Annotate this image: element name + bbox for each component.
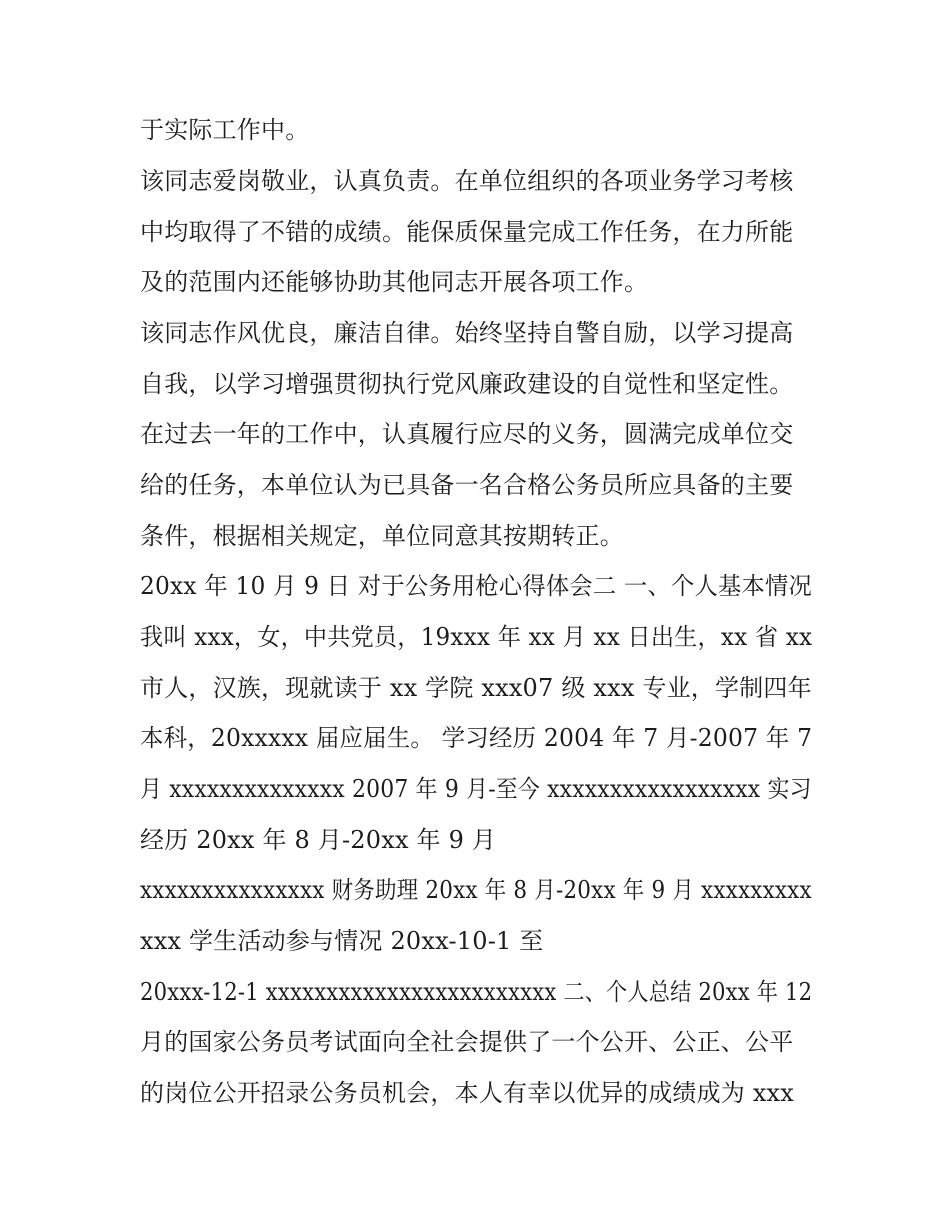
text-line: 中均取得了不错的成绩。能保质保量完成工作任务，在力所能: [140, 218, 794, 246]
text-line: xxxxxxxxxxxxxxx 财务助理 20xx 年 8 月-20xx 年 9 月 xxxxxxxxx: [140, 876, 812, 904]
text-line: 月 xxxxxxxxxxxxxx 2007 年 9 月-至今 xxxxxxxxxxxxxxxxx 实习: [140, 775, 812, 803]
text-line: 条件，根据相关规定，单位同意其按期转正。: [140, 522, 624, 550]
text-line: 20xx 年 10 月 9 日 对于公务用枪心得体会二 一、个人基本情况: [140, 572, 813, 600]
text-line: 自我，以学习增强贯彻执行党风廉政建设的自觉性和坚定性。: [140, 370, 794, 398]
text-line: 市人，汉族，现就读于 xx 学院 xxx07 级 xxx 专业，学制四年: [140, 674, 812, 702]
text-line: 及的范围内还能够协助其他同志开展各项工作。: [140, 268, 649, 296]
text-line: 给的任务，本单位认为已具备一名合格公务员所应具备的主要: [140, 471, 794, 499]
text-line: xxx 学生活动参与情况 20xx-10-1 至: [140, 927, 544, 955]
text-line: 该同志爱岗敬业，认真负责。在单位组织的各项业务学习考核: [140, 167, 794, 195]
text-line: 本科，20xxxxx 届应届生。 学习经历 2004 年 7 月-2007 年 7: [140, 724, 813, 752]
text-line: 月的国家公务员考试面向全社会提供了一个公开、公正、公平: [140, 1028, 794, 1056]
text-line: 在过去一年的工作中，认真履行应尽的义务，圆满完成单位交: [140, 420, 794, 448]
text-line: 经历 20xx 年 8 月-20xx 年 9 月: [140, 826, 497, 854]
text-line: 该同志作风优良，廉洁自律。始终坚持自警自励，以学习提高: [140, 319, 794, 347]
text-line: 的岗位公开招录公务员机会，本人有幸以优异的成绩成为 xxx: [140, 1079, 795, 1107]
text-line: 于实际工作中。: [140, 116, 310, 144]
text-line: 我叫 xxx，女，中共党员，19xxx 年 xx 月 xx 日出生，xx 省 xx: [140, 623, 813, 651]
text-line: 20xxx-12-1 xxxxxxxxxxxxxxxxxxxxxxxx 二、个人总结 20xx 年 12: [140, 978, 813, 1006]
